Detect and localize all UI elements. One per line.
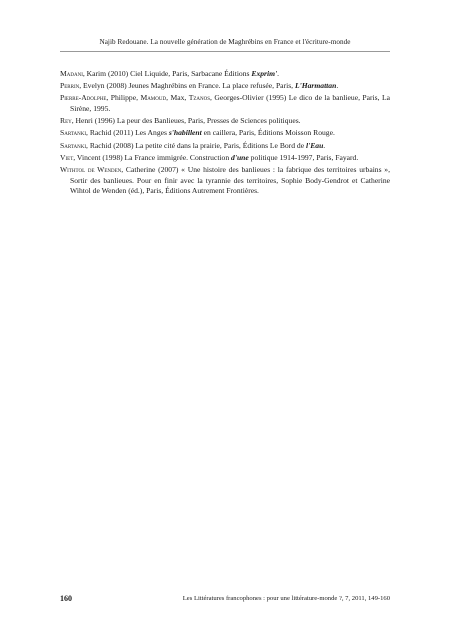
author-name: Rey — [60, 116, 72, 126]
bibliography-entry — [60, 93, 390, 114]
bibliography-entry — [60, 165, 390, 197]
author-name: Madani — [60, 69, 83, 78]
bibliography-list — [60, 69, 390, 198]
author-name: Mamoud — [140, 93, 167, 103]
entry-text: , Rachid (2008) La petite cité dans la prairie, Paris, Éditions Le Bord de — [86, 140, 306, 150]
footer-citation: Les Littératures francophones : pour une littérature-monde ?, 7, 2011, 149-160 — [182, 595, 390, 602]
entry-text: , Georges-Olivier (1995) Le dico de la banlieue, Paris, La Sirène, 1995. — [70, 93, 390, 113]
author-name: Pierre-Adolphe — [60, 93, 107, 103]
author-name: Viet — [60, 152, 74, 162]
entry-text: en caillera, Paris, Éditions Moisson Rouge. — [201, 128, 335, 138]
bibliography-entry — [60, 69, 390, 80]
stylized-text: Exprim' — [251, 69, 278, 78]
bibliography-entry — [60, 81, 390, 92]
author-name: Tzanos — [188, 93, 211, 103]
stylized-text: d'une — [231, 152, 249, 162]
stylized-text: L'Harmattan — [294, 81, 337, 91]
author-name: Withtol de Wenden — [60, 164, 122, 174]
page-number: 160 — [60, 594, 72, 603]
running-head: Najib Redouane. La nouvelle génération de Maghrébins en France et l'écriture-monde — [99, 38, 351, 46]
bibliography-entry — [60, 116, 390, 127]
entry-text: , Catherine (2007) « Une histoire des banlieues : la fabrique des territoires urbains », Sortir des banlieues. Pour en finir avec la tyrannie des territoires, Sophie Body-Gendrot et Catherine Wihtol de Wenden (éd.), Paris, Éditions Autrement Frontières. — [70, 164, 390, 196]
header-rule — [60, 51, 390, 52]
entry-text: , Max, — [166, 93, 189, 103]
stylized-text: s'habillent — [168, 128, 202, 138]
entry-text: , Rachid (2011) Les Anges — [86, 128, 169, 138]
entry-text: politique 1914-1997, Paris, Fayard. — [248, 152, 359, 162]
author-name: Perrin — [60, 81, 80, 91]
entry-text: , Evelyn (2008) Jeunes Maghrébins en France. La place refusée, Paris, — [79, 81, 295, 91]
entry-text: . — [336, 81, 339, 91]
author-name: Sartanki — [60, 128, 87, 138]
entry-text: , Vincent (1998) La France immigrée. Construction — [73, 152, 232, 162]
entry-text: , Philippe, — [106, 93, 141, 103]
bibliography-entry — [60, 153, 390, 164]
stylized-text: l'Eau — [305, 140, 324, 150]
entry-text: , Karim (2010) Ciel Liquide, Paris, Sarbacane Éditions — [82, 69, 252, 78]
entry-text: . — [277, 69, 280, 78]
bibliography-entry — [60, 141, 390, 152]
entry-text: , Henri (1996) La peur des Banlieues, Paris, Presses de Sciences politiques. — [71, 116, 301, 126]
entry-text: . — [323, 140, 326, 150]
bibliography-entry — [60, 128, 390, 139]
author-name: Sartanki — [60, 140, 87, 150]
